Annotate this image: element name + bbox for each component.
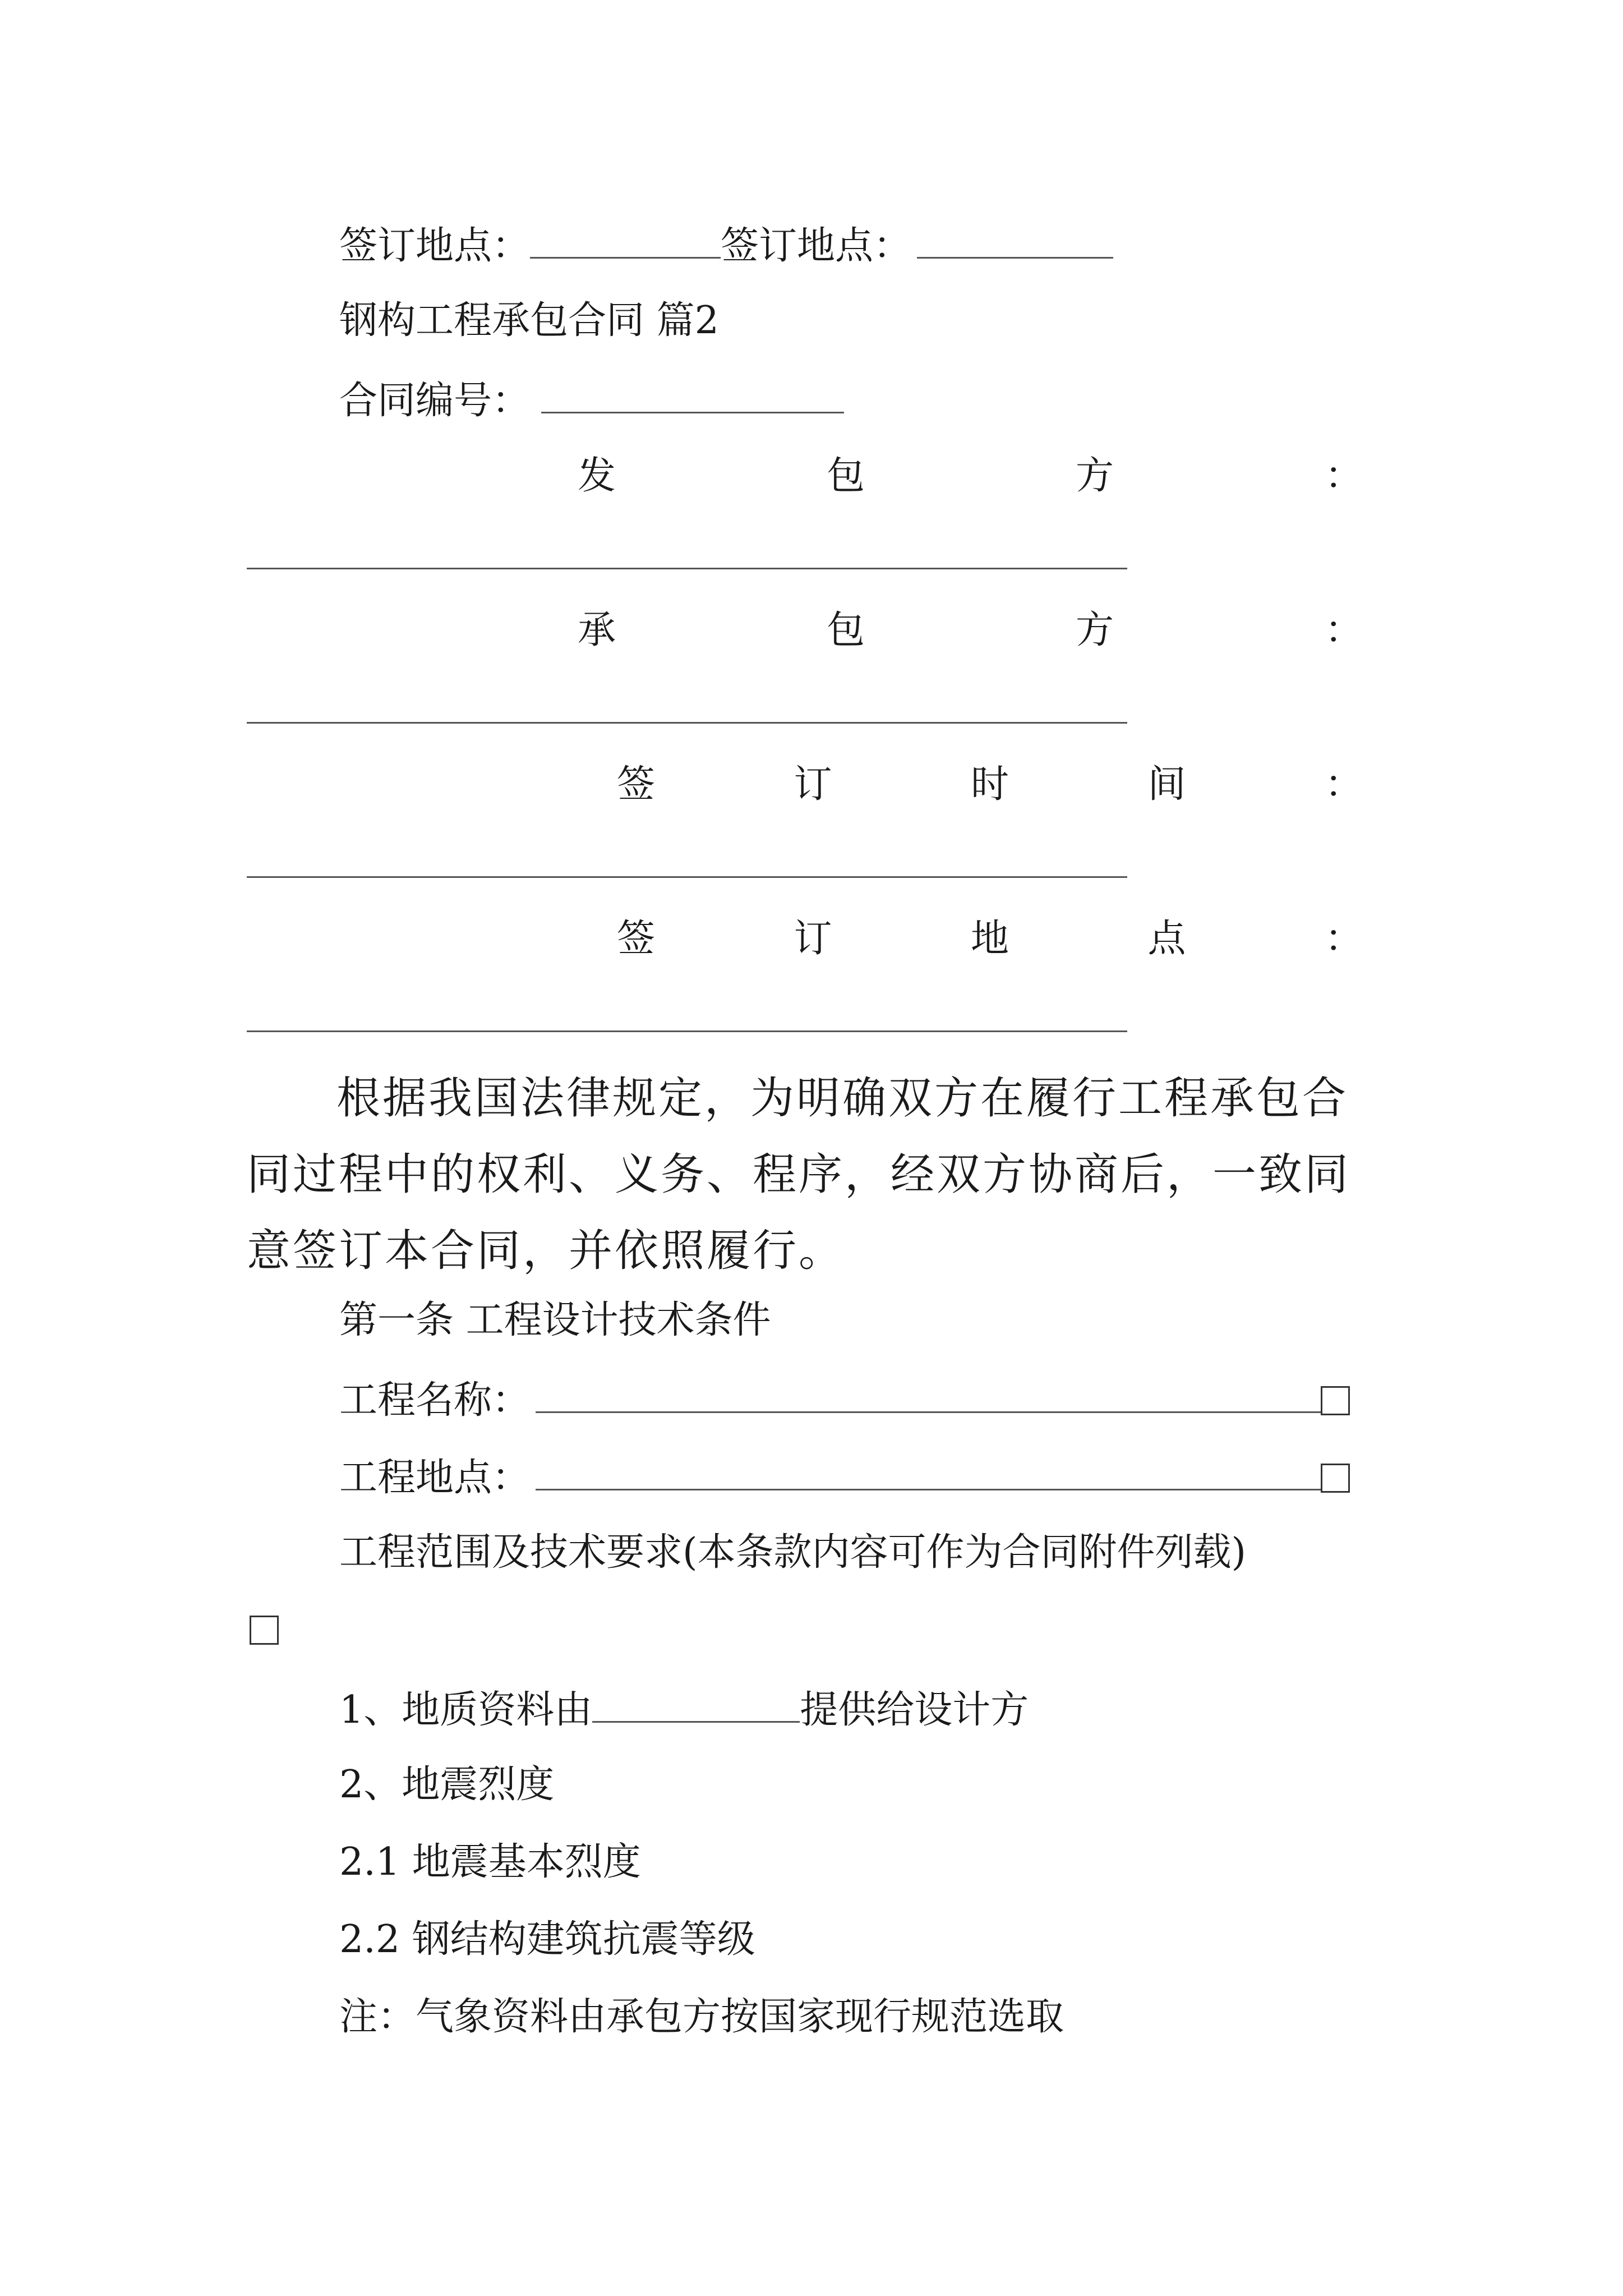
document-title: 钢构工程承包合同 篇2 bbox=[339, 298, 719, 343]
signing-place-char: 签 bbox=[617, 917, 656, 961]
project-name-row bbox=[339, 1378, 1350, 1423]
contract-number-row bbox=[339, 379, 844, 423]
article-1-title: 第一条 工程设计技术条件 bbox=[339, 1298, 771, 1342]
project-site-row bbox=[339, 1456, 1350, 1500]
signing-time-blank[interactable] bbox=[247, 876, 1127, 878]
contract-number-blank[interactable] bbox=[541, 379, 844, 413]
contractor-char: 承 bbox=[578, 608, 616, 652]
contract-number-label: 合同编号： bbox=[339, 379, 531, 423]
signing-place-blank[interactable] bbox=[247, 1030, 1127, 1032]
intro-paragraph: 根据我国法律规定，为明确双方在履行工程承包合同过程中的权利、义务、程序，经双方协商后，一致同意签订本合同，并依照履行。 bbox=[247, 1073, 1351, 1276]
scope-text: 工程范围及技术要求(本条款内容可作为合同附件列载) bbox=[339, 1530, 1247, 1575]
checkbox-icon[interactable] bbox=[1321, 1464, 1350, 1493]
contractor-blank[interactable] bbox=[247, 722, 1127, 724]
project-site-label: 工程地点： bbox=[339, 1456, 531, 1500]
signing-place-label-a: 签订地点： bbox=[339, 224, 531, 268]
signing-place-char: ： bbox=[1324, 917, 1363, 961]
signing-place-row bbox=[339, 224, 1113, 268]
project-site-blank[interactable] bbox=[536, 1456, 1321, 1490]
project-name-blank[interactable] bbox=[536, 1379, 1321, 1413]
signing-time-char: ： bbox=[1324, 762, 1363, 807]
signing-time-char: 时 bbox=[970, 762, 1009, 807]
signing-place-blank-b[interactable] bbox=[917, 224, 1113, 259]
checkbox-icon[interactable] bbox=[250, 1616, 279, 1645]
signing-place-field-label bbox=[617, 917, 1363, 961]
contractor-field-label bbox=[578, 608, 1363, 652]
contractor-char: 方 bbox=[1075, 608, 1114, 652]
seismic-basic-intensity: 2.1 地震基本烈度 bbox=[339, 1840, 641, 1884]
employer-blank[interactable] bbox=[247, 568, 1127, 569]
employer-char: 发 bbox=[578, 454, 616, 498]
seismic-grade: 2.2 钢结构建筑抗震等级 bbox=[339, 1917, 755, 1962]
signing-place-blank-a[interactable] bbox=[530, 224, 721, 259]
signing-place-char: 订 bbox=[794, 917, 832, 961]
signing-time-char: 间 bbox=[1147, 762, 1186, 807]
signing-time-char: 订 bbox=[794, 762, 832, 807]
geo-data-row bbox=[339, 1688, 1029, 1732]
geo-data-blank[interactable] bbox=[592, 1688, 800, 1723]
signing-time-field-label bbox=[617, 762, 1363, 807]
seismic-heading: 2、地震烈度 bbox=[339, 1763, 555, 1807]
employer-char: ： bbox=[1324, 454, 1363, 498]
checkbox-icon[interactable] bbox=[1321, 1386, 1350, 1415]
employer-field-label bbox=[578, 454, 1363, 498]
signing-time-char: 签 bbox=[617, 762, 656, 807]
signing-place-char: 地 bbox=[970, 917, 1009, 961]
signing-place-label-b: 签订地点： bbox=[721, 224, 912, 268]
project-name-label: 工程名称： bbox=[339, 1378, 531, 1423]
employer-char: 方 bbox=[1075, 454, 1114, 498]
weather-note: 注：气象资料由承包方按国家现行规范选取 bbox=[339, 1995, 1064, 2039]
employer-char: 包 bbox=[826, 454, 865, 498]
geo-data-suffix: 提供给设计方 bbox=[800, 1688, 1029, 1732]
signing-place-char: 点 bbox=[1147, 917, 1186, 961]
contractor-char: ： bbox=[1324, 608, 1363, 652]
contractor-char: 包 bbox=[826, 608, 865, 652]
scope-checkbox-row bbox=[250, 1611, 279, 1649]
geo-data-prefix: 1、地质资料由 bbox=[339, 1688, 593, 1732]
